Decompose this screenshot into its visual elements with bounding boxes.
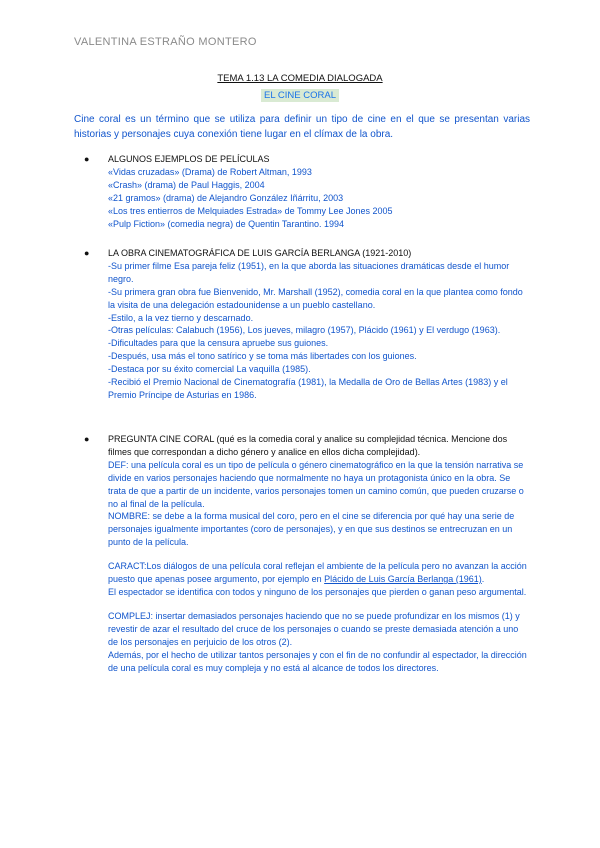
examples-list <box>108 166 530 231</box>
section-heading: LA OBRA CINEMATOGRÁFICA DE LUIS GARCÍA BERLANGA (1921-2010) <box>108 248 412 258</box>
question-body <box>108 459 530 675</box>
list-item: -Dificultades para que la censura apruebe sus guiones. <box>108 338 329 349</box>
bullet-icon: ● <box>84 248 90 258</box>
list-item: -Estilo, a la vez tierno y descarnado. <box>108 312 254 323</box>
list-item: «21 gramos» (drama) de Alejandro González Iñárritu, 2003 <box>108 192 344 203</box>
definition-paragraph: DEF: una película coral es un tipo de película o género cinematográfico en la que la tensión narrativa se divide en varios personajes haciendo que normalmente no haya un protagonista único en la obra. Se trata de que a partir de un incidente, varios personajes tomen un camino común, que pueden cruzarse o no al final de la película. <box>108 459 524 509</box>
characteristics-paragraph <box>108 560 530 586</box>
section-berlanga <box>84 247 530 402</box>
document-title <box>0 73 600 84</box>
additional-paragraph: Además, por el hecho de utilizar tantos personajes y con el fin de no confundir al espectador, la dirección de una película coral es muy compleja y no está al alcance de todos los directores. <box>108 649 527 673</box>
intro-paragraph: Cine coral es un término que se utiliza para definir un tipo de cine en el que se presentan varias historias y personajes cuya conexión tiene lugar en el clímax de la obra. <box>74 114 530 140</box>
spacer <box>108 549 530 560</box>
spacer <box>108 599 530 610</box>
characteristics-text: CARACT:Los diálogos de una película coral reflejan el ambiente de la película pero no avanzan la acción puesto que apenas posee argumento, por ejemplo en <box>108 561 527 585</box>
list-item: -Otras películas: Calabuch (1956), Los jueves, milagro (1957), Plácido (1961) y El verdugo (1963). <box>108 325 501 336</box>
section-heading: PREGUNTA CINE CORAL (qué es la comedia coral y analice su complejidad técnica. Mencione dos filmes que correspondan a dicho género y analice en ellos dicha complejidad). <box>108 434 508 457</box>
section-question <box>84 433 530 674</box>
characteristics-end: . <box>481 574 485 585</box>
list-item: -Su primera gran obra fue Bienvenido, Mr. Marshall (1952), comedia coral en la que plantea como fondo la visita de una delegación estadounidense a un pueblo castellano. <box>108 286 523 310</box>
list-item: -Recibió el Premio Nacional de Cinematografía (1981), la Medalla de Oro de Bellas Artes (1983) y el Premio Príncipe de Asturias en 1986. <box>108 377 508 400</box>
placido-link[interactable]: Plácido de Luis García Berlanga (1961) <box>324 574 482 585</box>
complexity-paragraph: COMPLEJ: insertar demasiados personajes haciendo que no se puede profundizar en los mismos (1) y revestir de azar el resultado del cruce de los personajes o cuando se preste demasiada atención a uno de los personajes en perjuicio de los otros (2). <box>108 610 520 647</box>
list-item: -Su primer filme Esa pareja feliz (1951), en la que aborda las situaciones dramáticas desde el humor negro. <box>108 260 510 284</box>
section-examples <box>84 153 530 230</box>
list-item: «Pulp Fiction» (comedia negra) de Quentin Tarantino. 1994 <box>108 218 344 229</box>
bullet-icon: ● <box>84 154 90 164</box>
title-text: TEMA 1.13 LA COMEDIA DIALOGADA <box>217 73 383 84</box>
section-heading: ALGUNOS EJEMPLOS DE PELÍCULAS <box>108 154 270 164</box>
subtitle-wrap <box>0 85 600 103</box>
bullet-icon: ● <box>84 434 90 444</box>
list-item: -Después, usa más el tono satírico y se toma más libertades con los guiones. <box>108 351 417 362</box>
subtitle: EL CINE CORAL <box>261 89 339 102</box>
spectator-paragraph: El espectador se identifica con todos y ninguno de los personajes que pierden o ganan peso argumental. <box>108 586 527 597</box>
author-header: VALENTINA ESTRAÑO MONTERO <box>74 36 257 48</box>
berlanga-list <box>108 260 530 402</box>
list-item: «Crash» (drama) de Paul Haggis, 2004 <box>108 179 265 190</box>
list-item: «Los tres entierros de Melquiades Estrada» de Tommy Lee Jones 2005 <box>108 205 393 216</box>
name-paragraph: NOMBRE: se debe a la forma musical del coro, pero en el cine se diferencia por qué hay una serie de personajes igualmente importantes (coro de personajes), y en que sus destinos se entrecruzan en un punto de la película. <box>108 511 515 548</box>
list-item: «Vidas cruzadas» (Drama) de Robert Altman, 1993 <box>108 166 312 177</box>
list-item: -Destaca por su éxito comercial La vaquilla (1985). <box>108 364 311 375</box>
